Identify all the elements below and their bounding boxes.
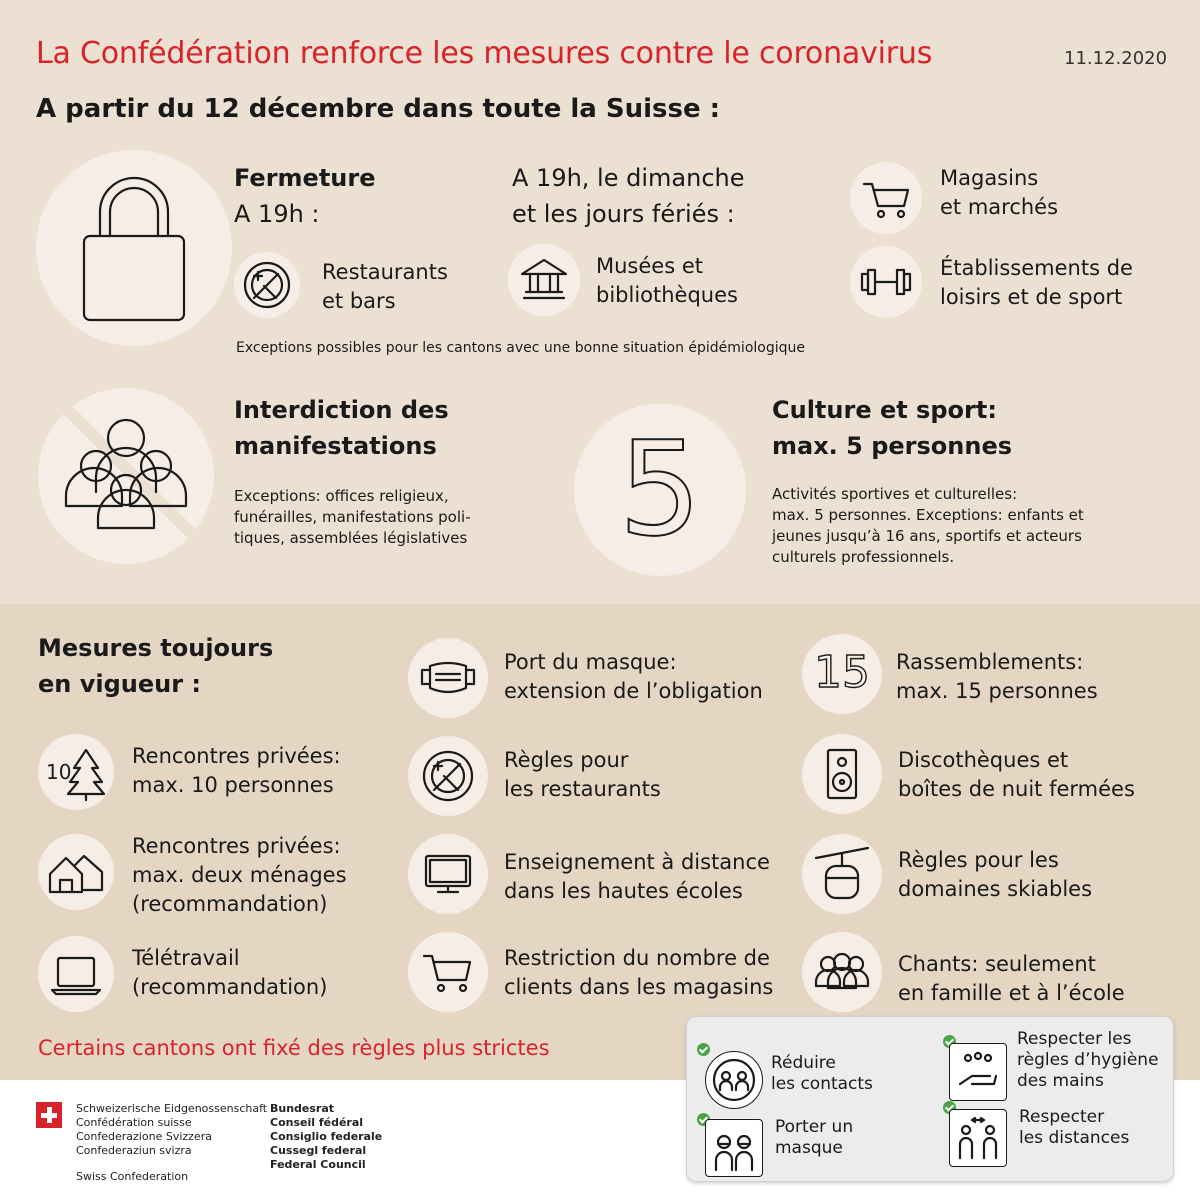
mask-card-text: Porter un masque xyxy=(775,1117,854,1158)
private10-circle xyxy=(38,734,114,810)
museums-text: Musées et bibliothèques xyxy=(596,254,738,307)
cart-icon xyxy=(408,932,488,1012)
culture-heading: Culture et sport: max. 5 personnes xyxy=(772,396,1013,460)
households-text: Rencontres privées: max. deux ménages (recommandation) xyxy=(132,834,347,916)
leisure-text: Établissements de loisirs et de sport xyxy=(940,256,1133,309)
events-circle xyxy=(38,388,214,564)
date: 11.12.2020 xyxy=(1064,48,1168,69)
subtitle: A partir du 12 décembre dans toute la Suisse : xyxy=(36,94,721,124)
museum-circle xyxy=(508,244,580,316)
federal-council: Bundesrat Conseil fédéral Consiglio federale Cussegl federal Federal Council xyxy=(270,1102,383,1171)
shop-circle xyxy=(850,162,922,234)
mask-icon xyxy=(408,638,488,718)
five-number: 5 xyxy=(618,413,702,565)
gatherings-text: Rassemblements: max. 15 personnes xyxy=(896,650,1098,703)
hygiene-card xyxy=(686,1016,1174,1182)
shops-text: Magasins et marchés xyxy=(940,166,1059,219)
ongoing-heading: Mesures toujours en vigueur : xyxy=(38,634,274,698)
restaurant-rules-text: Règles pour les restaurants xyxy=(504,748,661,801)
cart-icon xyxy=(850,162,922,234)
plate-cutlery-icon xyxy=(408,736,488,816)
plate-cutlery-icon xyxy=(234,252,300,318)
handwash-icon xyxy=(949,1043,1007,1101)
contacts-text: Réduire les contacts xyxy=(771,1053,873,1094)
restaurant-rules-circle xyxy=(408,736,488,816)
monitor-icon xyxy=(408,834,488,914)
disco-text: Discothèques et boîtes de nuit fermées xyxy=(898,748,1135,801)
events-heading: Interdiction des manifestations xyxy=(234,396,449,460)
swiss-flag-logo xyxy=(36,1102,62,1128)
lock-circle xyxy=(36,150,232,346)
leisure-circle xyxy=(850,246,922,318)
restaurants-text: Restaurants et bars xyxy=(322,260,448,313)
swiss-confederation: Swiss Confederation xyxy=(76,1170,189,1183)
sunday-heading: A 19h, le dimanche et les jours fériés : xyxy=(512,164,745,228)
closing-heading: Fermeture A 19h : xyxy=(234,164,376,228)
telework-text: Télétravail (recommandation) xyxy=(132,946,328,999)
museum-icon xyxy=(508,244,580,316)
speaker-icon xyxy=(802,734,882,814)
gatherings-number: 15 xyxy=(814,647,870,698)
telework-circle xyxy=(38,936,114,1012)
dumbbell-icon xyxy=(850,246,922,318)
store-circle xyxy=(408,932,488,1012)
distance-learning-text: Enseignement à distance dans les hautes écoles xyxy=(504,850,770,903)
ski-circle xyxy=(802,834,882,914)
exceptions-note: Exceptions possibles pour les cantons avec une bonne situation épidémiologique xyxy=(236,340,805,356)
page-title: La Confédération renforce les mesures contre le coronavirus xyxy=(36,36,933,71)
households-circle xyxy=(38,834,114,910)
private10-text: Rencontres privées: max. 10 personnes xyxy=(132,744,341,797)
culture-text: Activités sportives et culturelles: max. 5 personnes. Exceptions: enfants et jeunes jusqu’à 16 ans, sportifs et acteurs culturels professionnels. xyxy=(772,485,1084,566)
disco-circle xyxy=(802,734,882,814)
houses-icon xyxy=(38,834,114,910)
distances-text: Respecter les distances xyxy=(1019,1107,1130,1148)
distance-icon xyxy=(949,1109,1007,1167)
lock-icon xyxy=(36,150,232,346)
gatherings-circle xyxy=(802,634,882,714)
stricter-rules-note: Certains cantons ont fixé des règles plus strictes xyxy=(38,1036,550,1060)
singing-circle xyxy=(802,932,882,1012)
singing-people-icon xyxy=(802,932,882,1012)
private10-number: 10 xyxy=(46,760,72,784)
events-text: Exceptions: offices religieux, funérailles, manifestations poli- tiques, assemblées législatives xyxy=(234,487,471,547)
ski-text: Règles pour les domaines skiables xyxy=(898,848,1093,901)
cable-car-icon xyxy=(802,834,882,914)
mask-people-icon xyxy=(705,1119,763,1177)
reduce-contacts-icon xyxy=(705,1051,763,1109)
singing-text: Chants: seulement en famille et à l’école xyxy=(898,952,1125,1005)
mask-text: Port du masque: extension de l’obligation xyxy=(504,650,763,703)
mask-circle xyxy=(408,638,488,718)
store-text: Restriction du nombre de clients dans les magasins xyxy=(504,946,774,999)
distance-learning-circle xyxy=(408,834,488,914)
crowd-icon xyxy=(38,388,214,564)
five-circle xyxy=(574,404,746,576)
hygiene-text: Respecter les règles d’hygiène des mains xyxy=(1017,1029,1159,1091)
restaurant-circle xyxy=(234,252,300,318)
laptop-icon xyxy=(38,936,114,1012)
admin-names: Schweizerische Eidgenossenschaft Confédération suisse Confederazione Svizzera Confederaziun svizra xyxy=(76,1102,268,1157)
